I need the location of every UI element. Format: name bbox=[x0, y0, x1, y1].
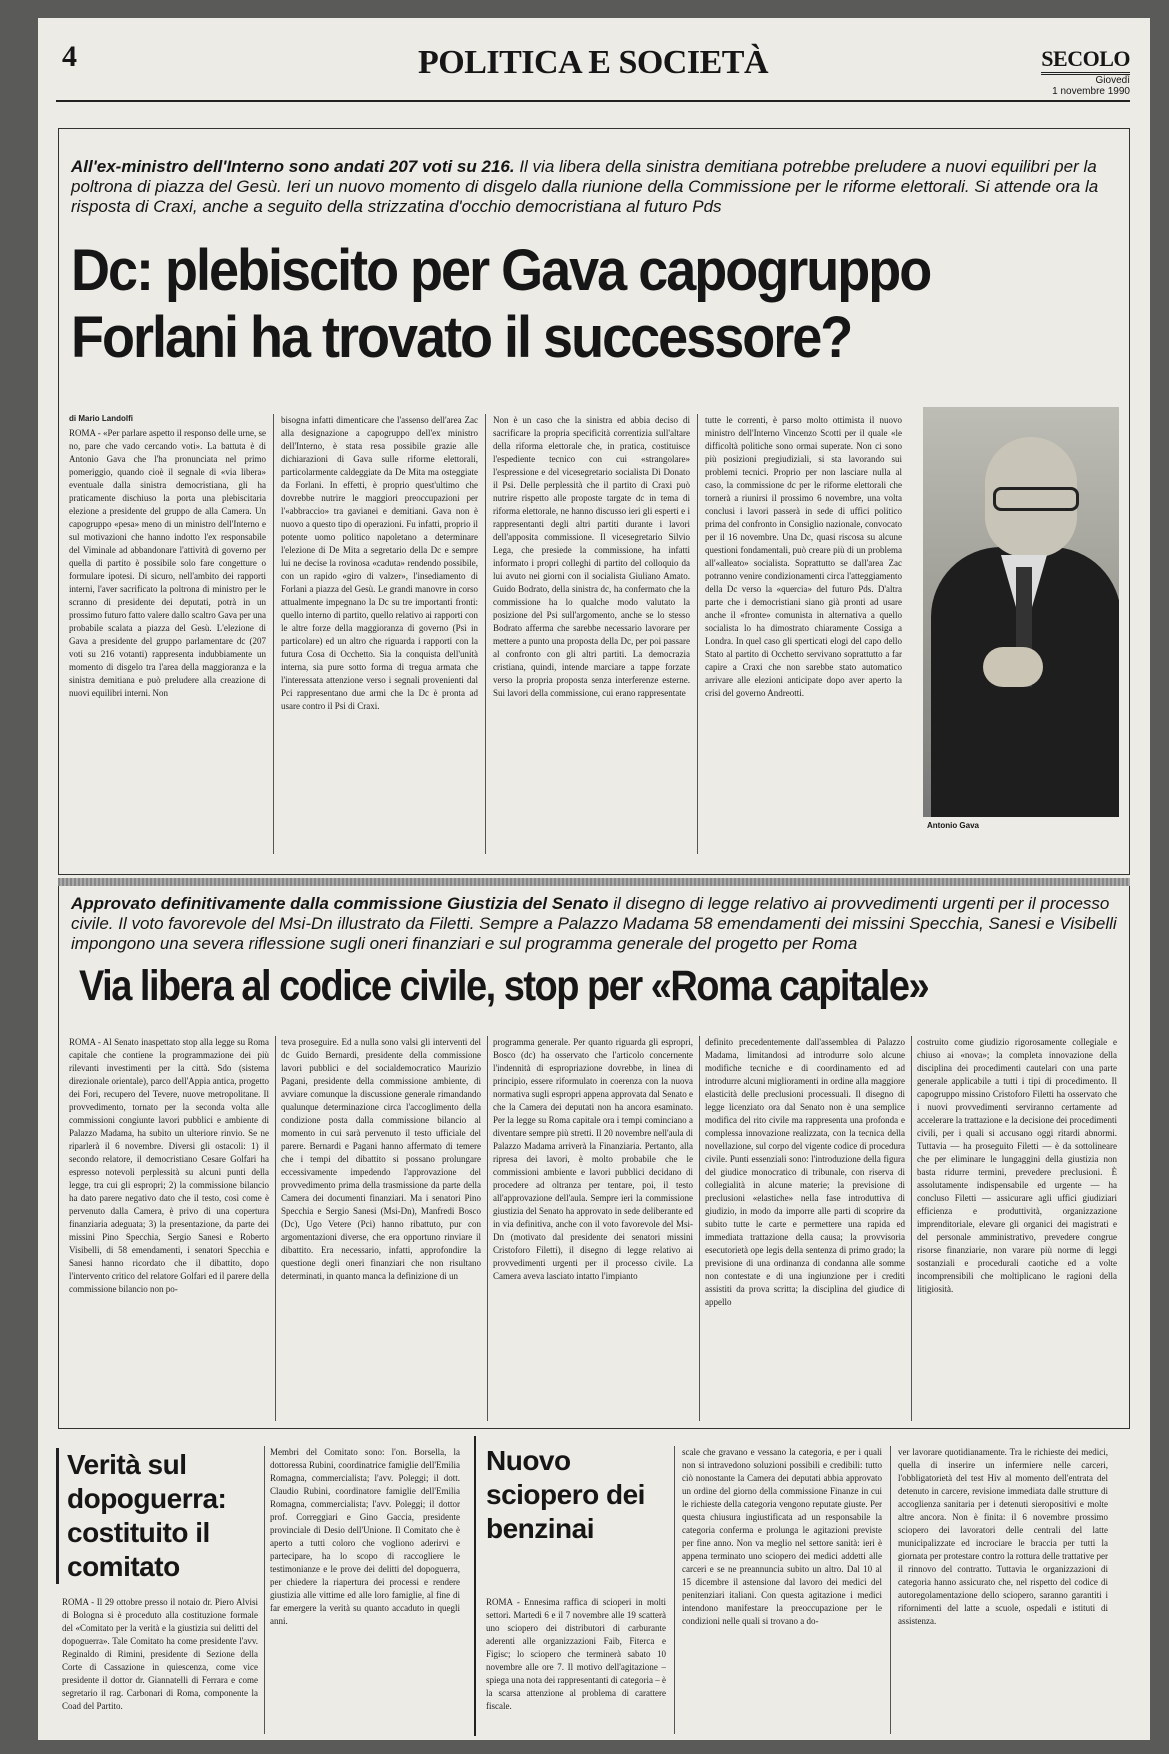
kicker-text: Il via libera della sinistra demitiana potrebbe preludere a nuovi equilibri per la poltrona di piazza del Gesù. Ieri un nuovo momento di disgelo dalla riunione della Commissione per le riforme elettorali. Si attende ora la risposta di Craxi, anche a seguito della strizzatina d'occhio democristiana al futuro Pds bbox=[71, 157, 1099, 216]
section-title: POLITICA E SOCIETÀ bbox=[418, 44, 768, 81]
column-divider bbox=[275, 1036, 276, 1421]
page-number: 4 bbox=[62, 40, 77, 73]
column-divider bbox=[485, 414, 486, 854]
newspaper-page bbox=[38, 18, 1150, 1740]
column-divider bbox=[911, 1036, 912, 1421]
article-column: ROMA - Ennesima raffica di scioperi in molti settori. Martedì 6 e il 7 novembre alle 19 scatterà uno sciopero dei distributori di carburante aderenti alle organizzazioni Faib, Fiterca e Figisc; lo sciopero che terminerà sabato 10 novembre alle ore 7. Il motivo dell'agitazione – spiega una nota dei rappresentanti di categoria – è la scarsa attenzione al problema di carattere fiscale. bbox=[486, 1597, 666, 1711]
issue-date: 1 novembre 1990 bbox=[1052, 86, 1130, 97]
article-headline: Nuovo sciopero dei benzinai bbox=[486, 1445, 645, 1544]
article-gava bbox=[58, 128, 1130, 875]
article-headline: Via libera al codice civile, stop per «Roma capitale» bbox=[79, 963, 929, 1011]
byline: di Mario Landolfi bbox=[69, 414, 133, 423]
article-divider bbox=[474, 1436, 476, 1736]
article-column: scale che gravano e vessano la categoria, e per i quali non si intravedono soluzioni possibili e credibili: tutto ciò nonostante la Camera dei deputati abbia approvato un ordine del giorno della commissione Finanze in cui le richieste della categoria vengono reputate giuste. Per questa chiusura ingiustificata ad un responsabile la categoria conferma e prolunga le agitazioni previste per fine anno. Non va meglio nel settore sanità: ieri è appena terminato uno sciopero dei medici addetti alle carceri e se ne preannuncia subito un altro. Dal 10 al 15 dicembre il astensione dal lavoro dei medici del penitenziari italiani. Con questa agitazione i medici intendono manifestare la preoccupazione per le condizioni nelle quali si trovano a do- bbox=[682, 1447, 882, 1626]
masthead bbox=[1041, 46, 1130, 97]
column-divider bbox=[264, 1446, 265, 1734]
column-divider bbox=[697, 414, 698, 854]
portrait-photo bbox=[923, 407, 1119, 817]
separator-bar bbox=[58, 878, 1130, 886]
article-kicker bbox=[71, 157, 1117, 217]
article-column: tutte le correnti, è parso molto ottimista il nuovo ministro dell'Interno Vincenzo Scotti per il quale «le difficoltà politiche sono ormai superate. Non ci sono più posizioni pregiudiziali, si sta lavorando sui problemi tecnici. Proprio per non lasciare nulla al caso, la commissione dc per le riforme elettorali che tornerà a riunirsi il prossimo 6 novembre, una volta conclusi i lavori passerà in sede di uffici politico prima del confronto in Consiglio nazionale, convocato per il 16 novembre. Una Dc, quasi riscosa su alcune questioni fondamentali, può creare più di un problema all'«alleato» socialista. Soprattutto se dall'area Zac potranno venire condizionamenti circa l'atteggiamento della Dc verso la «quercia» del futuro Pds. D'altra parte che i democristiani siano già pronti ad usare anche il «fronte» comunista in alternativa a quello socialista lo ha dimostrato chiaramente Cossiga a Londra. In quel caso gli sperticati elogi del capo dello Stato al partito di Occhetto servivano soprattutto a far capire a Craxi che non sarebbe stato automatico arrivare alle elezioni anticipate dopo aver aperto la crisi del governo Andreotti. bbox=[705, 415, 902, 698]
article-headline bbox=[71, 237, 1117, 371]
issue-day: Giovedì bbox=[1095, 75, 1130, 86]
column-divider bbox=[699, 1036, 700, 1421]
article-column: Membri del Comitato sono: l'on. Borsella, la dottoressa Rubini, coordinatrice famiglie dell'Emilia Romagna, commercialista; l'avv. Poleggi; il dott. Claudio Rubini, coordinatore famiglie dell'Emilia Romagna, commercialista; l'avv. Poleggi; il dottor prof. Correggiari e Gino Gaccia, presidente provinciale di Desio dell'Unione. Il Comitato che è aperto a tutti coloro che vogliono aderirvi e partecipare, ha lo scopo di raccogliere le testimonianze e le prove dei delitti del dopoguerra, per chiedere la riapertura dei processi e rendere giustizia alle vittime ed alle loro famiglie, al fine di far emergere la verità su quanto accaduto in quegli anni. bbox=[270, 1447, 460, 1626]
column-divider bbox=[890, 1446, 891, 1734]
article-column: teva proseguire. Ed a nulla sono valsi gli interventi del dc Guido Bernardi, presidente della commissione lavori pubblici e del socialdemocratico Maurizio Pagani, presidente della commissione ambiente, di avviare comunque la discussione generale rimandando qualunque determinazione circa l'accoglimento della condizione posta dalla commissione bilancio al momento in cui sarà pervenuto il testo ufficiale del parere. Bernardi e Pagani hanno affermato di temere che i tempi del dibattito si possano prolungare eccessivamente impedendo l'approvazione del provvedimento prima della trasmissione da parte della Camera dei documenti finanziari. Ma i senatori Pino Specchia e Sergio Sanesi (Msi-Dn), Manfredi Bosco (Dc), Ugo Vetere (Pci) hanno ribattuto, pur con argomentazioni diverse, che era opportuno rinviare il dibattito. Era necessario, infatti, approfondire la questione degli oneri finanziari che non risultano determinati, in quanto manca la definizione di un bbox=[281, 1037, 481, 1281]
column-divider bbox=[674, 1446, 675, 1734]
paper-name: SECOLO bbox=[1041, 46, 1130, 75]
article-headline: Verità sul dopoguerra: costituito il comitato bbox=[56, 1448, 256, 1584]
article-column: definito precedentemente dall'assemblea di Palazzo Madama, limitandosi ad introdurre solo alcune modifiche tecniche e di coordinamento ed ad introdurre alcuni miglioramenti in ordine alla maggiore elasticità delle preclusioni processuali. Il disegno di legge licenziato ora dal Senato non è una semplice modifica del rito civile ma rappresenta una profonda e complessa innovazione realizzata, con la tecnica della novellazione, sul corpo del vigente codice di procedura civile. Punti essenziali sono: l'introduzione della figura del giudice monocratico di tribunale, con riserva di collegialità in alcune materie; la previsione di preclusioni «elastiche» nella fase introduttiva di giudizio, in modo da imporre alle parti di scoprire da subito tutte le carte e permettere una rapida ed immediata trattazione della causa; la provvisoria esecutorietà ope legis della sentenza di primo grado; la previsione di una ordinanza di condanna alle somme non contestate e di una ingiunzione per i crediti assistiti da prova scritta; la disciplina del giudice di appello bbox=[705, 1037, 905, 1307]
article-column: programma generale. Per quanto riguarda gli espropri, Bosco (dc) ha osservato che l'articolo concernente l'indennità di espropriazione dovrebbe, in linea di principio, essere riformulato in coerenza con la nuova normativa sugli espropri appena approvata dal Senato e che la Camera dei deputati non ha ancora esaminato. Per la legge su Roma capitale ora i tempi cominciano a diventare sempre più stretti. Il 20 novembre nell'aula di Palazzo Madama arriverà la Finanziaria. Pertanto, alla ripresa dei lavori, è molto probabile che le commissioni ambiente e lavori pubblici decidano di procedere ad oltranza per tentare, poi, il testo all'approvazione dell'aula. Sempre ieri la commissione giustizia del Senato ha approvato in sede deliberante ed in via definitiva, anche con il voto favorevole del Msi-Dn (motivato dal presidente dei senatori missini Cristoforo Filetti), il disegno di legge relativo ai provvedimenti urgenti per il processo civile. La Camera aveva lasciato intatto l'impianto bbox=[493, 1037, 693, 1281]
photo-caption: Antonio Gava bbox=[923, 819, 1119, 833]
article-column: ROMA - Al Senato inaspettato stop alla legge su Roma capitale che contiene la programmazione dei più rilevanti investimenti per la città. Sdo (sistema direzionale orientale), parco dell'Appia antica, progetto dei Fori, recupero del Tevere, nuove metropolitane. Il provvedimento, tornato per la seconda volta alle commissioni congiunte lavori pubblici e ambiente di Palazzo Madama, ha subito un ulteriore rinvio. Se ne riparlerà il 6 novembre. Diversi gli ostacoli: 1) il secondo relatore, il democristiano Cesare Golfari ha espresso notevoli perplessità su alcuni punti della legge, tra cui gli espropri; 2) la commissione bilancio ha dato parere negativo dato che il testo, così come è pervenuto dalla Camera, è privo di una copertura finanziaria adeguata; 3) la presentazione, da parte dei missini Pino Specchia, Sergio Sanesi e Roberto Visibelli, di 58 emendamenti, i senatori Specchia e Sanesi hanno ricordato che il dibattito, dopo l'intervento critico del relatore Golfari ed il parere della commissione bilancio non po- bbox=[69, 1037, 269, 1294]
headline-line-1: Dc: plebiscito per Gava capogruppo bbox=[71, 238, 931, 303]
article-column: ROMA - Il 29 ottobre presso il notaio dr. Piero Alvisi di Bologna si è proceduto alla costituzione formale del «Comitato per la verità e la giustizia sui delitti del dopoguerra». Tale Comitato ha come presidente l'avv. Reginaldo di Rimini, presidente di Sezione della Corte di Cassazione in quiescenza, come vice presidente il dottor dr. Giannatelli di Ferrara e come segretario il rag. Carbonari di Roma, componente la Coad del Partito. bbox=[62, 1597, 258, 1711]
kicker-bold: All'ex-ministro dell'Interno sono andati 207 voti su 216. bbox=[71, 157, 515, 176]
kicker-bold: Approvato definitivamente dalla commissione Giustizia del Senato bbox=[71, 894, 609, 913]
article-codice-civile bbox=[58, 886, 1130, 1429]
article-column: bisogna infatti dimenticare che l'assenso dell'area Zac alla designazione a capogruppo dell'ex ministro dell'Interno, è stata resa possibile grazie alle dichiarazioni di Gava sulle riforme elettorali, particolarmente caldeggiate da De Mita ma osteggiate da Forlani. In effetti, è proprio quest'ultimo che dovrebbe nutrire le maggiori preoccupazioni per l'«abbraccio» tra gavianei e demitiani. Gava non è nuovo a questo tipo di operazioni. Fu infatti, proprio il potente uomo politico napoletano a determinare l'elezione di De Mita a segretario della Dc e sempre lui ne decise la rovinosa «caduta» rendendo possibile, con un rapido «giro di valzer», l'insediamento di Forlani a piazza del Gesù. Le grandi manovre in corso attualmente impegnano la Dc su tre importanti fronti: quello interno di partito, quello relativo ai rapporti con le altre forze della maggioranza di governo (Psi in particolare) ed un altro che riguarda i rapporti con la futura Cosa di Occhetto. Sia la conquista dell'unità interna, sia pure sotto forma di tregua armata che l'interessata attenzione verso i segnali provenienti dal Pci rappresentano due armi che la Dc è pronta ad usare contro il Psi di Craxi. bbox=[281, 415, 478, 711]
page-header bbox=[56, 32, 1130, 102]
article-kicker bbox=[71, 894, 1117, 954]
bottom-articles bbox=[56, 1436, 1130, 1736]
article-column: costruito come giudizio rigorosamente collegiale e chiuso ai «nova»; la completa innovazione della disciplina dei procedimenti cautelari con una parte generale applicabile a tutti i tipi di procedimento. Il capogruppo missino Cristoforo Filetti ha osservato che i nuovi provvedimenti serviranno certamente ad accelerare la trattazione e la decisione dei procedimenti civili, per i quali si accusano oggi ritardi abnormi. Tuttavia — ha proseguito Filetti — è da sottolineare che per eliminare le lungaggini della giustizia non basta ridurre termini, prevedere preclusioni. È assolutamente indispensabile ed urgente — ha concluso Filetti — assicurare agli uffici giudiziari efficienza e produttività, organizzazione imprenditoriale, elevare gli organici dei magistrati e del personale amministrativo, prevedere congrue risorse finanziarie, non varare più norme di leggi sostanziali e procedurali caotiche ed a volte incomprensibili che moltiplicano le ragioni della litigiosità. bbox=[917, 1037, 1117, 1294]
article-column bbox=[69, 414, 266, 854]
article-column: Non è un caso che la sinistra ed abbia deciso di sacrificare la propria specificità correntizia sull'altare della riforma elettorale che, in pratica, costituisce l'espediente tecnico con cui «strangolare» l'espressione e del vicesegretario socialista Di Donato il Psi. Delle perplessità che il partito di Craxi può nutrire rispetto alle proposte targate dc in tema di riforma elettorale, ne hanno discusso ieri gli esperti e i rappresentanti degli altri partiti durante i lavori dell'apposita commissione. Il vicesegretario Silvio Lega, che presiede la commissione, ha infatti informato i propri colleghi di partito del colloquio da lui avuto nei giorni con il socialista Giuliano Amato. Guido Bodrato, della sinistra dc, ha confermato che la commissione ha lo qualche modo valutato la posizione del Psi sull'argomento, anche se lo stesso Bodrato afferma che sarebbe necessario lavorare per mettere a punto una proposta della Dc, per poi passare al confronto con gli altri partiti. La democrazia cristiana, quindi, intende marciare a tappe forzate verso la propria proposta senza interferenze esterne. Sui lavori della commissione, cui erano rappresentate bbox=[493, 415, 690, 698]
column-divider bbox=[487, 1036, 488, 1421]
headline-line-2: Forlani ha trovato il successore? bbox=[71, 305, 852, 370]
kicker-text: il disegno di legge relativo ai provvedimenti urgenti per il processo civile. Il voto favorevole del Msi-Dn illustrato da Filetti. Sempre a Palazzo Madama 58 emendamenti dei missini Specchia, Sanesi e Visibelli impongono una severa riflessione sugli oneri finanziari e sul programma generale del progetto per Roma bbox=[71, 894, 1117, 953]
column-divider bbox=[273, 414, 274, 854]
article-column: ver lavorare quotidianamente. Tra le richieste dei medici, quella di inserire un infermiere nelle carceri, l'obbligatorietà del test Hiv al momento dell'entrata del detenuto in carcere, revisione immediata dalle strutture di accoglienza sanitaria per i detenuti sieropositivi e molte altre ancora. Non è finita: il 6 novembre prossimo sciopero dei lavoratori delle centrali del latte municipalizzate ed incrociare le braccia per tutti la giornata per protestare contro la rottura delle trattative per il rinnovo del contratto. Tuttavia le organizzazioni di categoria hanno assicurato che, nel rispetto del codice di autoregolamentazione dello sciopero, saranno garantiti i rifornimenti del latte a scuole, ospedali e istituti di assistenza. bbox=[898, 1447, 1108, 1626]
column-text: ROMA - «Per parlare aspetto il responso delle urne, se no, pare che vado cercando voti». La battuta è di Antonio Gava che l'ha pronunciata nel primo pomeriggio, quando cioè il segnale di «via libera» eventuale dalla sinistra democristiana, gli ha praticamente dischiuso la porta una plebiscitaria elezione a presidente del gruppo de alla Camera. Un capogruppo «pesa» meno di un ministro dell'Interno e sul motivazioni che hanno indotto l'ex responsabile del Viminale ad abbandonare l'attività di governo per quella di partito è possibile solo fare congetture o formulare ipotesi. Di sicuro, nell'ambito dei rapporti interni, l'aver sacrificato la poltrona di ministro per le scranno di presidente dei deputati, potrà in un prossimo futuro fatto valere dallo scaltro Gava per una probabile scalata a piazza del Gesù. L'elezione di Gava a presidente del gruppo parlamentare dc (207 voti su 216 votanti) rappresenta indubbiamente un momento di disgelo tra l'area della maggioranza e la sinistra demitiana e può preludere alla creazione di nuovi equilibri interni. Non bbox=[69, 428, 266, 698]
